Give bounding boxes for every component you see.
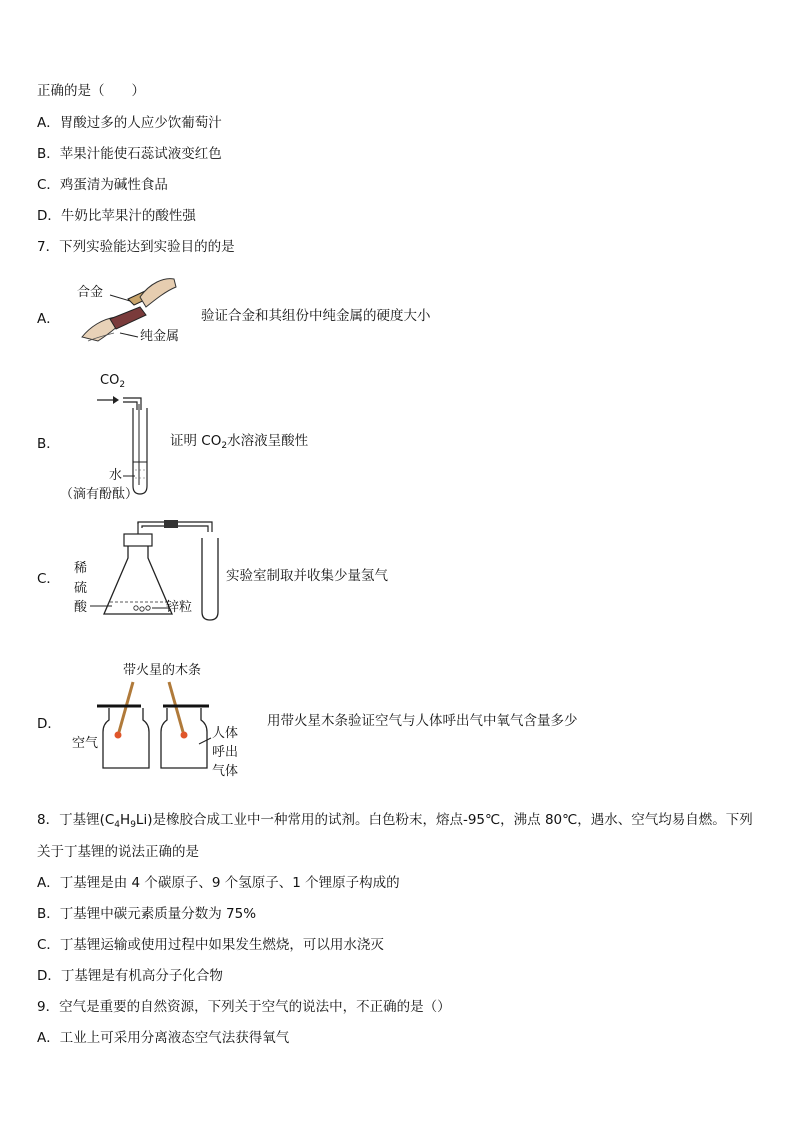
q6-option-a: A．胃酸过多的人应少饮葡萄汁: [37, 115, 222, 131]
question-7-stem: 7．下列实验能达到实验目的的是: [37, 239, 235, 255]
q8-option-d: D．丁基锂是有机高分子化合物: [37, 968, 223, 984]
q8-option-b: B．丁基锂中碳元素质量分数为 75%: [37, 906, 257, 922]
label-human: 人体: [212, 726, 239, 741]
q8-option-c: C．丁基锂运输或使用过程中如果发生燃烧，可以用水浇灭: [37, 937, 384, 953]
q7-option-c-caption: 实验室制取并收集少量氢气: [226, 568, 388, 584]
label-exhaled: 呼出: [212, 745, 239, 760]
q7-option-a-letter: A．: [37, 311, 60, 327]
label-water: 水: [109, 468, 123, 483]
label-sulfuric: 硫: [74, 581, 88, 596]
q7-option-c-letter: C．: [37, 571, 60, 587]
label-pure-metal: 纯金属: [140, 329, 180, 344]
label-glowing-splint: 带火星的木条: [123, 663, 202, 678]
label-dilute: 稀: [74, 561, 88, 576]
label-zinc-granules: 锌粒: [166, 600, 193, 615]
q9-option-a: A．工业上可采用分离液态空气法获得氧气: [37, 1030, 290, 1046]
q6-option-c: C．鸡蛋清为碱性食品: [37, 177, 168, 193]
q7-option-b-letter: B．: [37, 436, 60, 452]
q7-option-a-caption: 验证合金和其组份中纯金属的硬度大小: [201, 308, 431, 324]
label-gas: 气体: [212, 764, 239, 779]
question-9-stem: 9．空气是重要的自然资源，下列关于空气的说法中，不正确的是（）: [37, 999, 451, 1015]
q6-option-d: D．牛奶比苹果汁的酸性强: [37, 208, 196, 224]
question-8-stem: 8．丁基锂$(C_4H_9Li)$是橡胶合成工业中一种常用的试剂。白色粉末，熔点-95℃，沸点 80℃，遇水、空气均易自燃。下列: [37, 812, 753, 830]
hardness-scratch-illustration: [80, 275, 180, 350]
q8-option-a: A．丁基锂是由 4 个碳原子、9 个氢原子、1 个锂原子构成的: [37, 875, 400, 891]
hydrogen-generator-illustration: [92, 518, 227, 622]
q7-option-d-caption: 用带火星木条验证空气与人体呼出气中氧气含量多少: [267, 713, 578, 729]
question-8-stem-line2: 关于丁基锂的说法正确的是: [37, 844, 199, 860]
label-phenolphthalein: （滴有酚酞）: [60, 487, 139, 502]
glowing-splint-bottles-illustration: [95, 680, 225, 775]
label-acid: 酸: [74, 600, 88, 615]
q6-option-b: B．苹果汁能使石蕊试液变红色: [37, 146, 222, 162]
q7-option-d-letter: D．: [37, 716, 61, 732]
label-alloy: 合金: [77, 285, 104, 300]
question-6-stem-tail: 正确的是（ ）: [37, 83, 145, 99]
co2-test-tube-illustration: [95, 390, 165, 495]
label-co2: $CO_2$: [100, 373, 126, 390]
label-air: 空气: [72, 736, 99, 751]
q7-option-b-caption: 证明 $CO_2$水溶液呈酸性: [170, 433, 309, 451]
